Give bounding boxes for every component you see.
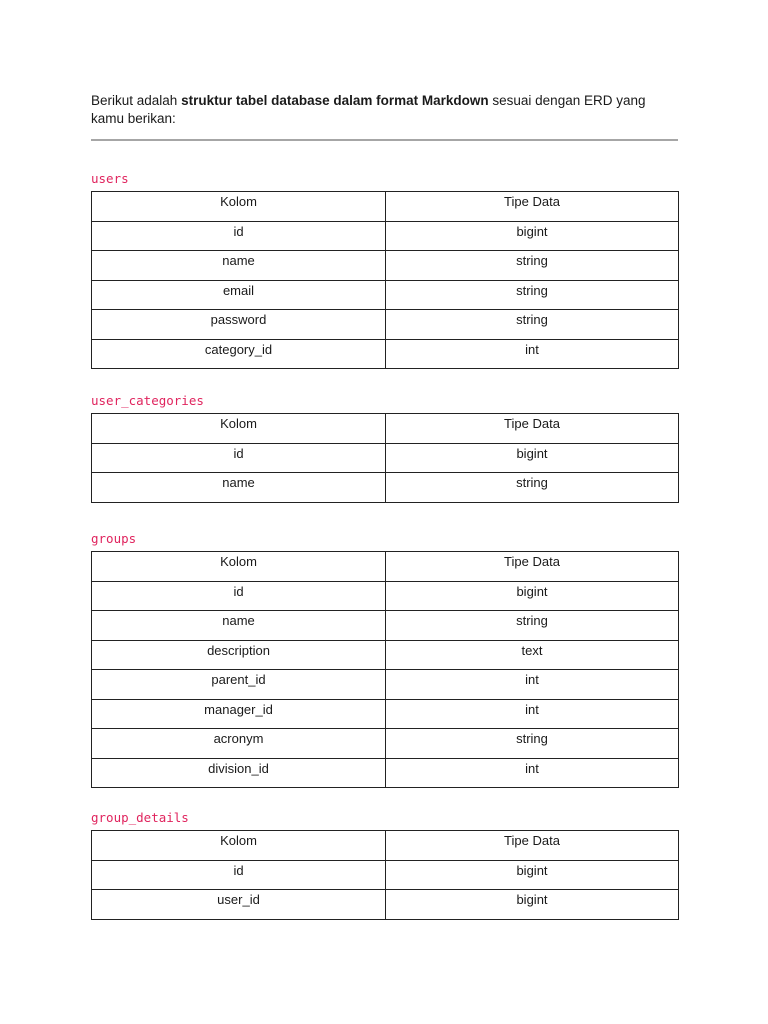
- cell-data-type: bigint: [386, 860, 679, 890]
- cell-data-type: string: [386, 611, 679, 641]
- table-row: [92, 699, 679, 729]
- cell-data-type: int: [386, 699, 679, 729]
- cell-data-type: bigint: [386, 221, 679, 251]
- cell-data-type: int: [386, 339, 679, 369]
- header-cell-tipe-data: Tipe Data: [386, 552, 679, 582]
- section-groups: [91, 531, 679, 788]
- cell-column-name: acronym: [92, 729, 386, 759]
- cell-column-name: division_id: [92, 758, 386, 788]
- table-row: [92, 640, 679, 670]
- intro-paragraph: [91, 92, 678, 128]
- table-groups: [91, 551, 679, 788]
- table-row: [92, 729, 679, 759]
- table-row: [92, 280, 679, 310]
- cell-data-type: text: [386, 640, 679, 670]
- table-title-users: users: [91, 171, 129, 186]
- table-row: [92, 670, 679, 700]
- section-users: [91, 171, 679, 369]
- cell-column-name: id: [92, 443, 386, 473]
- section-group-details: [91, 810, 679, 920]
- table-header-row: [92, 192, 679, 222]
- header-cell-kolom: Kolom: [92, 831, 386, 861]
- cell-column-name: id: [92, 221, 386, 251]
- table-title-groups: groups: [91, 531, 137, 546]
- table-group-details: [91, 830, 679, 920]
- intro-prefix: Berikut adalah: [91, 93, 182, 108]
- header-cell-tipe-data: Tipe Data: [386, 192, 679, 222]
- table-row: [92, 611, 679, 641]
- table-header-row: [92, 552, 679, 582]
- table-row: [92, 221, 679, 251]
- cell-data-type: bigint: [386, 443, 679, 473]
- cell-column-name: manager_id: [92, 699, 386, 729]
- table-row: [92, 860, 679, 890]
- horizontal-rule: [91, 139, 678, 141]
- cell-data-type: string: [386, 729, 679, 759]
- table-title-group-details: group_details: [91, 810, 189, 825]
- cell-column-name: name: [92, 473, 386, 503]
- table-row: [92, 251, 679, 281]
- header-cell-kolom: Kolom: [92, 552, 386, 582]
- header-cell-kolom: Kolom: [92, 192, 386, 222]
- cell-data-type: string: [386, 251, 679, 281]
- intro-bold-text: struktur tabel database dalam format Markdown: [181, 93, 489, 108]
- table-users: [91, 191, 679, 369]
- cell-column-name: id: [92, 581, 386, 611]
- cell-column-name: password: [92, 310, 386, 340]
- table-row: [92, 890, 679, 920]
- cell-data-type: bigint: [386, 581, 679, 611]
- table-title-user-categories: user_categories: [91, 393, 204, 408]
- cell-column-name: name: [92, 611, 386, 641]
- cell-data-type: int: [386, 758, 679, 788]
- cell-data-type: bigint: [386, 890, 679, 920]
- table-row: [92, 473, 679, 503]
- cell-column-name: description: [92, 640, 386, 670]
- cell-data-type: int: [386, 670, 679, 700]
- table-row: [92, 443, 679, 473]
- cell-column-name: parent_id: [92, 670, 386, 700]
- cell-data-type: string: [386, 280, 679, 310]
- header-cell-tipe-data: Tipe Data: [386, 831, 679, 861]
- table-header-row: [92, 414, 679, 444]
- cell-column-name: id: [92, 860, 386, 890]
- cell-column-name: category_id: [92, 339, 386, 369]
- cell-column-name: name: [92, 251, 386, 281]
- document-page: [91, 92, 678, 907]
- intro-suffix: sesuai dengan ERD yang kamu berikan:: [91, 93, 646, 126]
- table-header-row: [92, 831, 679, 861]
- table-row: [92, 581, 679, 611]
- table-user-categories: [91, 413, 679, 503]
- table-row: [92, 758, 679, 788]
- table-row: [92, 339, 679, 369]
- cell-column-name: email: [92, 280, 386, 310]
- table-row: [92, 310, 679, 340]
- cell-data-type: string: [386, 310, 679, 340]
- header-cell-tipe-data: Tipe Data: [386, 414, 679, 444]
- section-user-categories: [91, 393, 679, 503]
- cell-data-type: string: [386, 473, 679, 503]
- header-cell-kolom: Kolom: [92, 414, 386, 444]
- cell-column-name: user_id: [92, 890, 386, 920]
